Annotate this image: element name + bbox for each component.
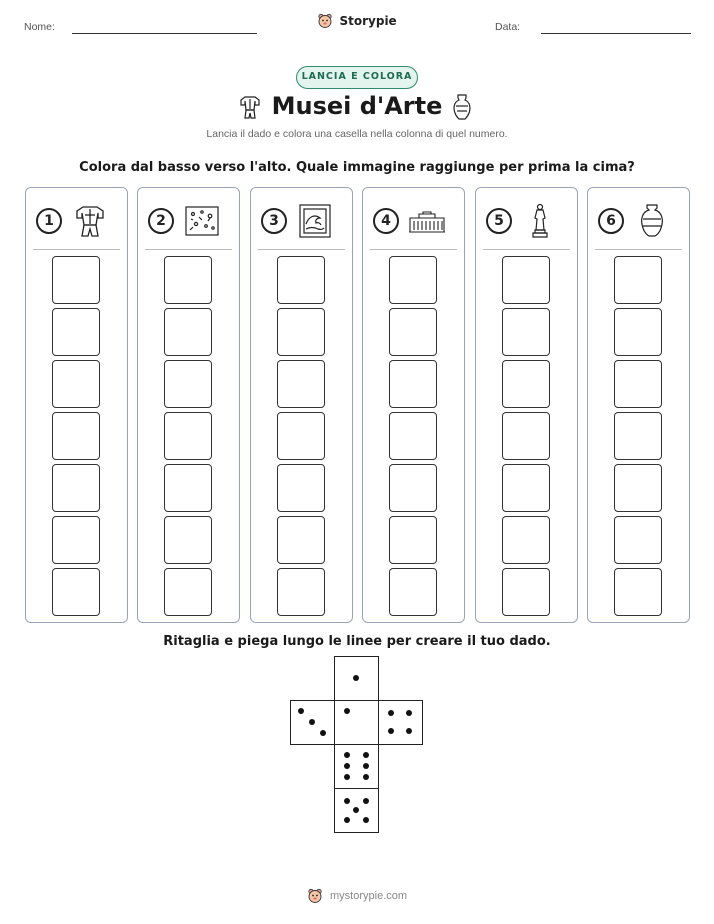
color-box[interactable] [277, 516, 325, 564]
color-box[interactable] [277, 308, 325, 356]
color-box[interactable] [52, 360, 100, 408]
column-4 [362, 187, 465, 623]
color-box[interactable] [389, 256, 437, 304]
column-5 [475, 187, 578, 623]
name-line [72, 33, 257, 34]
brand-logo [0, 13, 714, 29]
color-box[interactable] [614, 464, 662, 512]
pip [344, 774, 350, 780]
color-box[interactable] [277, 568, 325, 616]
page-title: Musei d'Arte [271, 92, 443, 120]
color-box[interactable] [164, 568, 212, 616]
column-divider [258, 249, 345, 250]
framed-wave-painting-icon [295, 202, 335, 240]
column-number: 3 [261, 208, 287, 234]
die-face-1 [334, 656, 379, 701]
column-divider [595, 249, 682, 250]
footer [0, 888, 714, 904]
vase-icon [632, 202, 672, 240]
die-face-1 [334, 700, 379, 745]
color-box[interactable] [502, 308, 550, 356]
column-divider [145, 249, 232, 250]
footer-url[interactable]: mystorypie.com [330, 890, 408, 902]
color-box[interactable] [164, 256, 212, 304]
color-box[interactable] [389, 464, 437, 512]
column-number: 5 [486, 208, 512, 234]
date-label: Data: [495, 21, 521, 33]
column-number: 4 [373, 208, 399, 234]
color-box[interactable] [502, 516, 550, 564]
color-box[interactable] [502, 412, 550, 460]
storypie-logo-icon [317, 13, 333, 29]
pip [406, 710, 412, 716]
pip [388, 728, 394, 734]
cut-instruction-text: Ritaglia e piega lungo le linee per creare il tuo dado. [163, 634, 551, 649]
activity-badge: LANCIA E COLORA [296, 66, 418, 89]
subtitle: Lancia il dado e colora una casella nella colonna di quel numero. [206, 128, 508, 140]
color-box[interactable] [502, 464, 550, 512]
color-box[interactable] [52, 464, 100, 512]
color-box[interactable] [502, 256, 550, 304]
color-box[interactable] [277, 464, 325, 512]
column-divider [370, 249, 457, 250]
color-box[interactable] [52, 308, 100, 356]
brand-name: Storypie [339, 14, 397, 28]
color-box[interactable] [164, 412, 212, 460]
column-3 [250, 187, 353, 623]
color-box[interactable] [52, 256, 100, 304]
color-box[interactable] [164, 464, 212, 512]
color-box[interactable] [52, 412, 100, 460]
column-number: 2 [148, 208, 174, 234]
abstract-painting-icon [182, 202, 222, 240]
column-divider [33, 249, 120, 250]
instruction-text: Colora dal basso verso l'alto. Quale immagine raggiunge per prima la cima? [79, 160, 635, 175]
pip [406, 728, 412, 734]
pip [344, 817, 350, 823]
color-box[interactable] [614, 412, 662, 460]
color-box[interactable] [389, 568, 437, 616]
pip [344, 763, 350, 769]
pip [363, 817, 369, 823]
color-box[interactable] [164, 516, 212, 564]
pip [344, 752, 350, 758]
storypie-logo-icon [307, 888, 323, 904]
color-box[interactable] [389, 360, 437, 408]
color-box[interactable] [614, 568, 662, 616]
column-divider [483, 249, 570, 250]
column-1 [25, 187, 128, 623]
pip [309, 719, 315, 725]
die-face-5 [334, 788, 379, 833]
pip [298, 708, 304, 714]
color-box[interactable] [614, 516, 662, 564]
column-6 [587, 187, 690, 623]
pip [363, 763, 369, 769]
pip [363, 798, 369, 804]
color-box[interactable] [277, 360, 325, 408]
color-box[interactable] [614, 360, 662, 408]
pip [388, 710, 394, 716]
statue-icon [520, 202, 560, 240]
pip [344, 798, 350, 804]
armor-icon [70, 202, 110, 240]
color-box[interactable] [52, 568, 100, 616]
pip [353, 675, 359, 681]
pip [363, 774, 369, 780]
pip [344, 708, 350, 714]
vase-icon [450, 92, 474, 122]
name-label: Nome: [24, 21, 55, 33]
color-box[interactable] [164, 308, 212, 356]
color-box[interactable] [277, 412, 325, 460]
pip [320, 730, 326, 736]
pip [353, 807, 359, 813]
die-face-3 [290, 700, 335, 745]
pip [363, 752, 369, 758]
color-box[interactable] [389, 412, 437, 460]
column-number: 6 [598, 208, 624, 234]
color-box[interactable] [614, 308, 662, 356]
museum-building-icon [407, 202, 447, 240]
die-face-6 [334, 744, 379, 789]
color-box[interactable] [52, 516, 100, 564]
color-box[interactable] [164, 360, 212, 408]
column-number: 1 [36, 208, 62, 234]
color-box[interactable] [389, 308, 437, 356]
color-box[interactable] [614, 256, 662, 304]
color-box[interactable] [389, 516, 437, 564]
color-box[interactable] [502, 360, 550, 408]
date-line [541, 33, 691, 34]
die-face-4 [378, 700, 423, 745]
color-box[interactable] [277, 256, 325, 304]
column-2 [137, 187, 240, 623]
color-box[interactable] [502, 568, 550, 616]
